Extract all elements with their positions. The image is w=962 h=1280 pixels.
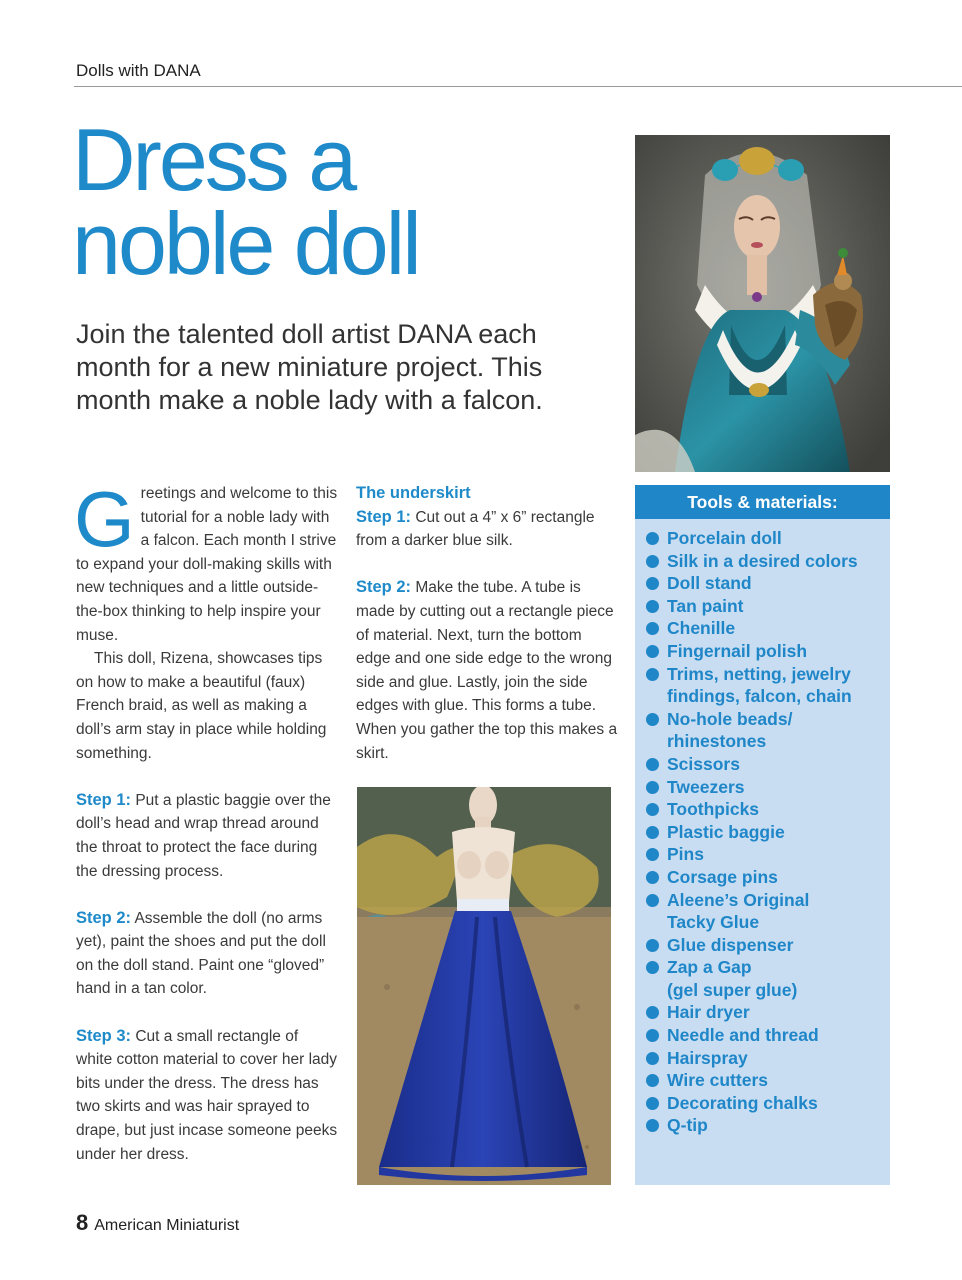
tools-item-text: Scissors (667, 753, 740, 774)
opening-text: reetings and welcome to this tutorial for a noble lady with a falcon. Each month I strive to expand your doll-making skills with new techniques and a little outside-the-box thinking to help inspire your muse. (76, 485, 338, 644)
step-paragraph (76, 789, 338, 883)
step-text: Cut out a 4” x 6” rectangle from a darker blue silk. (356, 508, 595, 550)
page-number: 8 (76, 1210, 89, 1235)
tools-item-text: Q-tip (667, 1115, 708, 1136)
tools-list-item (635, 1024, 890, 1047)
tools-list-item (635, 595, 890, 618)
tools-list-item (635, 640, 890, 663)
tools-item-text: Toothpicks (667, 799, 760, 820)
step-text: Assemble the doll (no arms yet), paint the shoes and put the doll on the doll stand. Paint one “gloved” hand in a tan color. (76, 909, 326, 998)
bullet-icon (646, 713, 659, 726)
step-text: Cut a small rectangle of white cotton material to cover her lady bits under the dress. The dress has two skirts and was hair sprayed to drape, but just incase someone peeks under her dress. (76, 1027, 338, 1163)
tools-item-text: Zap a Gap (667, 957, 752, 978)
tools-item-text: Tacky Glue (667, 912, 760, 933)
step-paragraph (356, 506, 618, 553)
tools-item-text: Pins (667, 844, 704, 865)
tools-item-text: Glue dispenser (667, 934, 794, 955)
tools-item-text: rhinestones (667, 731, 767, 752)
bullet-icon (646, 1074, 659, 1087)
step-text: Put a plastic baggie over the doll’s head and wrap thread around the throat to protect the face during the dressing process. (76, 791, 331, 880)
bullet-icon (646, 894, 659, 907)
tools-list-item (635, 572, 890, 595)
bullet-icon (646, 600, 659, 613)
tools-list-item (635, 843, 890, 866)
tools-list-item (635, 1069, 890, 1092)
tools-item-text: Trims, netting, jewelry (667, 663, 851, 684)
page-footer (76, 1210, 239, 1236)
tools-item-text: No-hole beads/ (667, 708, 793, 729)
tools-item-text: findings, falcon, chain (667, 686, 852, 707)
tools-list-item (635, 866, 890, 889)
tools-list-item (635, 956, 890, 1001)
tools-list-item (635, 708, 890, 753)
tools-list-item (635, 753, 890, 776)
tools-item-text: Aleene’s Original (667, 889, 810, 910)
bullet-icon (646, 826, 659, 839)
bullet-icon (646, 961, 659, 974)
tools-list-item (635, 821, 890, 844)
tools-materials-box (635, 485, 890, 1185)
bullet-icon (646, 939, 659, 952)
bullet-icon (646, 1006, 659, 1019)
tools-item-text: Porcelain doll (667, 528, 782, 548)
step-label: Step 2: (76, 908, 132, 927)
drop-cap: G (74, 475, 135, 563)
bullet-icon (646, 668, 659, 681)
tools-list (635, 519, 890, 1137)
tools-list-item (635, 889, 890, 934)
header-rule (74, 86, 962, 87)
tools-list-item (635, 1092, 890, 1115)
article-column-1 (74, 475, 338, 1166)
tools-item-text: Plastic baggie (667, 821, 785, 842)
tools-item-text: Doll stand (667, 573, 752, 594)
step-paragraph (76, 907, 338, 1001)
tools-item-text: Chenille (667, 618, 736, 639)
bullet-icon (646, 1097, 659, 1110)
tools-list-item (635, 550, 890, 573)
bullet-icon (646, 1119, 659, 1132)
tools-list-item (635, 663, 890, 708)
tools-item-text: Tweezers (667, 776, 745, 797)
tools-item-text: Fingernail polish (667, 640, 808, 661)
tools-list-item (635, 934, 890, 957)
bullet-icon (646, 803, 659, 816)
tools-list-item (635, 776, 890, 799)
bullet-icon (646, 555, 659, 568)
tools-item-text: Silk in a desired colors (667, 550, 858, 571)
bullet-icon (646, 622, 659, 635)
step-label: Step 3: (76, 1026, 132, 1045)
tools-item-text: (gel super glue) (667, 979, 798, 1000)
bullet-icon (646, 758, 659, 771)
step-label: Step 2: (356, 578, 412, 597)
tools-item-text: Tan paint (667, 595, 744, 616)
tools-list-item (635, 798, 890, 821)
magazine-name: American Miniaturist (94, 1217, 240, 1234)
tools-item-text: Needle and thread (667, 1025, 819, 1046)
step-text: Make the tube. A tube is made by cutting out a rectangle piece of material. Next, turn the bottom edge and one side edge to the wrong side and glue. Lastly, join the side edges with glue. This forms a tube. When you gather the top this makes a skirt. (356, 579, 618, 762)
tools-item-text: Hair dryer (667, 1002, 750, 1023)
section-label: Dolls with DANA (76, 61, 201, 80)
step-label: Step 1: (76, 790, 132, 809)
tools-item-text: Hairspray (667, 1047, 748, 1068)
bullet-icon (646, 848, 659, 861)
tools-item-text: Corsage pins (667, 866, 778, 887)
tools-list-item (635, 1114, 890, 1137)
tools-list-item (635, 527, 890, 550)
page-title (72, 110, 419, 293)
opening-paragraph (74, 475, 338, 647)
second-paragraph: This doll, Rizena, showcases tips on how to make a beautiful (faux) French braid, as well as making a doll’s arm stay in place while holding something. (76, 650, 327, 762)
tools-list-item (635, 1047, 890, 1070)
bullet-icon (646, 871, 659, 884)
section-heading: The underskirt (356, 484, 471, 502)
underskirt-doll-photo (357, 787, 611, 1185)
bullet-icon (646, 532, 659, 545)
tools-item-text: Decorating chalks (667, 1092, 818, 1113)
tools-heading: Tools & materials: (635, 485, 890, 519)
tools-item-text: Wire cutters (667, 1070, 768, 1091)
title-line-2: noble doll (72, 194, 419, 293)
noble-doll-photo (635, 135, 890, 472)
tools-list-item (635, 1001, 890, 1024)
bullet-icon (646, 577, 659, 590)
bullet-icon (646, 645, 659, 658)
tools-list-item (635, 617, 890, 640)
title-line-1: Dress a (72, 110, 355, 209)
bullet-icon (646, 1052, 659, 1065)
bullet-icon (646, 781, 659, 794)
bullet-icon (646, 1029, 659, 1042)
step-paragraph (356, 576, 618, 765)
article-column-2 (356, 482, 618, 765)
step-paragraph (76, 1025, 338, 1167)
intro-text: Join the talented doll artist DANA each month for a new miniature project. This month make a noble lady with a falcon. (76, 319, 543, 415)
step-label: Step 1: (356, 507, 412, 526)
